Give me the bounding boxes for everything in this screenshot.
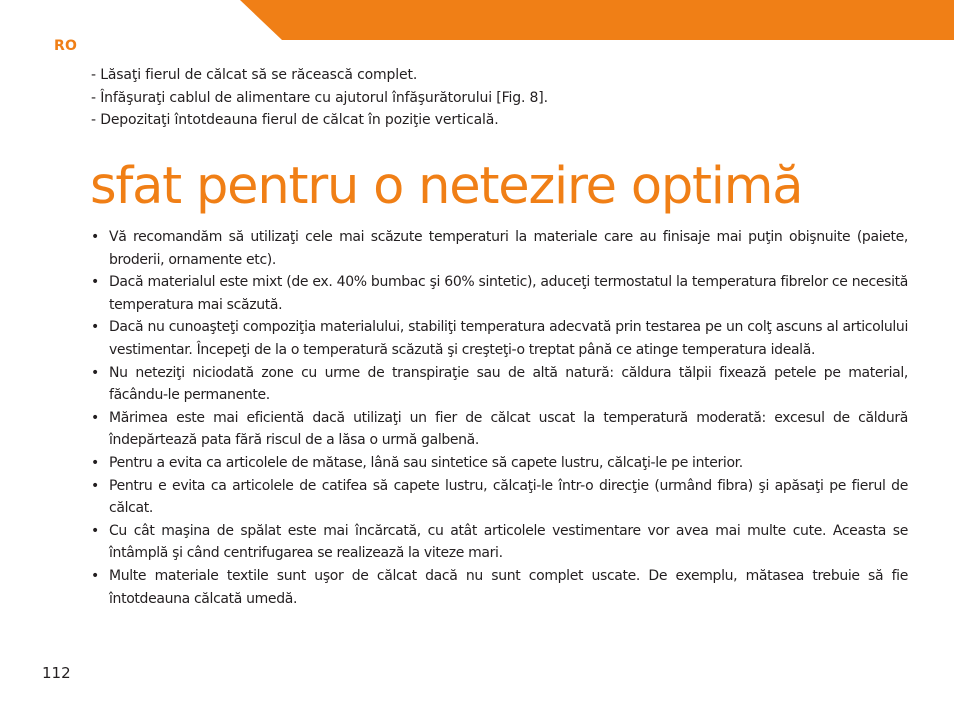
tip-item xyxy=(91,226,908,271)
tip-text: Multe materiale textile sunt uşor de călcat dacă nu sunt complet uscate. De exemplu, mătasea trebuie să fie întotdeauna călcată umedă. xyxy=(109,567,908,607)
tip-text: Nu neteziţi niciodată zone cu urme de transpiraţie sau de altă natură: căldura tălpii fixează petele pe material, făcându-le permanente. xyxy=(109,364,908,404)
storage-step: - Lăsaţi fierul de călcat să se răcească complet. xyxy=(91,67,418,83)
tip-text: Pentru a evita ca articolele de mătase, lână sau sintetice să capete lustru, călcaţi-le pe interior. xyxy=(109,454,743,471)
bullet-icon: • xyxy=(91,229,99,245)
bullet-icon: • xyxy=(91,454,99,471)
storage-steps-list xyxy=(91,64,548,132)
tip-item xyxy=(91,565,908,610)
tip-text: Cu cât maşina de spălat este mai încărcată, cu atât articolele vestimentare vor avea mai multe cute. Aceasta se întâmplă şi când centrifugarea se realizează la viteze mari. xyxy=(109,522,908,562)
tip-text: Mărimea este mai eficientă dacă utilizaţi un fier de călcat uscat la temperatură moderată: excesul de căldură îndepărtează pata fără riscul de a lăsa o urmă galbenă. xyxy=(109,409,908,449)
header-orange-band xyxy=(0,0,954,40)
bullet-icon: • xyxy=(91,319,99,336)
storage-step: - Depozitaţi întotdeauna fierul de călcat în poziţie verticală. xyxy=(91,112,499,128)
page-number: 112 xyxy=(42,664,71,682)
tip-item xyxy=(91,520,908,565)
tip-text: Vă recomandăm să utilizaţi cele mai scăzute temperaturi la materiale care au finisaje mai puţin obişnuite (paiete, broderii, ornamente etc). xyxy=(109,229,908,268)
tip-text: Dacă materialul este mixt (de ex. 40% bumbac şi 60% sintetic), aduceţi termostatul la temperatura fibrelor ce necesită temperatura mai scăzută. xyxy=(109,274,908,313)
bullet-icon: • xyxy=(91,364,99,381)
tip-item xyxy=(91,362,908,407)
tip-item xyxy=(91,316,908,361)
section-title: sfat pentru o netezire optimă xyxy=(90,157,803,216)
tip-item xyxy=(91,407,908,452)
tip-item xyxy=(91,271,908,316)
bullet-icon: • xyxy=(91,567,99,584)
tip-text: Pentru e evita ca articolele de catifea să capete lustru, călcaţi-le într-o direcţie (urmând fibra) şi apăsaţi pe fierul de călcat. xyxy=(109,477,908,517)
storage-step: - Înfăşuraţi cablul de alimentare cu ajutorul înfăşurătorului [Fig. 8]. xyxy=(91,89,548,106)
bullet-icon: • xyxy=(91,522,99,539)
tip-item xyxy=(91,452,908,475)
bullet-icon: • xyxy=(91,409,99,426)
tip-item xyxy=(91,475,908,520)
bullet-icon: • xyxy=(91,477,99,494)
bullet-icon: • xyxy=(91,274,99,291)
tip-text: Dacă nu cunoaşteţi compoziţia materialului, stabiliţi temperatura adecvată prin testarea pe un colţ ascuns al articolului vestimentar. Începeţi de la o temperatură scăzută şi creşteţi-o treptat până ce atinge temperatura ideală. xyxy=(109,319,908,358)
language-code: RO xyxy=(54,38,78,54)
ironing-tips-list xyxy=(91,226,908,610)
